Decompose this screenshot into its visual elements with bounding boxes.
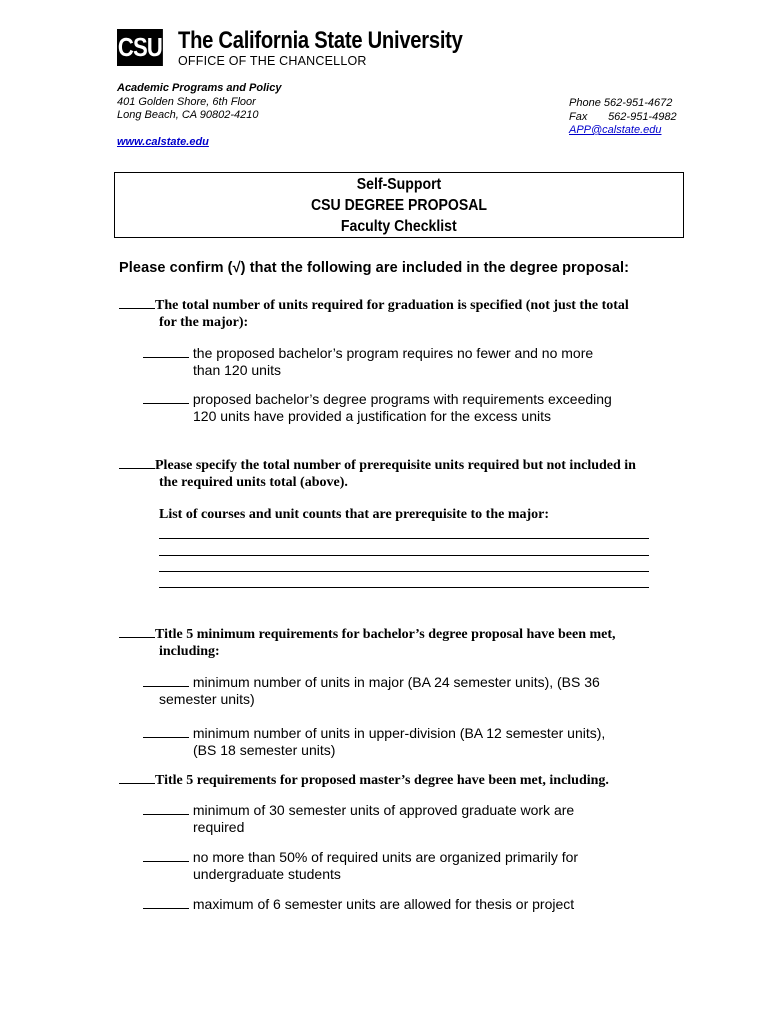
fax-label: Fax: [569, 110, 588, 123]
item-text: Title 5 minimum requirements for bachelor’s degree proposal have been met,: [155, 627, 616, 642]
subitem-units-in-major: [143, 674, 683, 708]
checkbox-blank[interactable]: [143, 357, 189, 358]
subitem-text-cont: than 120 units: [193, 362, 281, 378]
subitem-text: minimum number of units in upper-division (BA 12 semester units),: [192, 725, 606, 741]
office-name: OFFICE OF THE CHANCELLOR: [178, 54, 367, 68]
website-link[interactable]: www.calstate.edu: [117, 136, 209, 148]
checklist-title-box: [114, 172, 684, 238]
email-link[interactable]: APP@calstate.edu: [569, 124, 662, 136]
checkbox-blank[interactable]: [119, 468, 155, 469]
subitem-upper-division: [143, 725, 683, 759]
course-entry-line[interactable]: [159, 571, 649, 572]
subitem-text: the proposed bachelor’s program requires no fewer and no more: [192, 345, 594, 361]
subitem-text-cont: semester units): [159, 691, 255, 707]
item-text-cont: the required units total (above).: [159, 475, 348, 490]
csu-logo-mark: CSU: [117, 29, 163, 66]
item-prerequisite-units: [119, 457, 689, 491]
item-title5-master: [119, 772, 689, 789]
checkbox-blank[interactable]: [119, 783, 155, 784]
item-text: Please specify the total number of prerequisite units required but not included in: [155, 458, 636, 473]
address-line-1: 401 Golden Shore, 6th Floor: [117, 95, 256, 108]
item-text-cont: for the major):: [159, 315, 249, 330]
prerequisite-list-label: List of courses and unit counts that are prerequisite to the major:: [159, 507, 550, 522]
fax-number: 562-951-4982: [608, 110, 677, 123]
subitem-text: no more than 50% of required units are organized primarily for: [192, 849, 579, 865]
subitem-text-cont: (BS 18 semester units): [193, 742, 336, 758]
subitem-text-cont: required: [193, 819, 245, 835]
phone-number: 562-951-4672: [603, 97, 673, 109]
subitem-text: proposed bachelor’s degree programs with requirements exceeding: [192, 391, 612, 407]
course-entry-line[interactable]: [159, 538, 649, 539]
checkbox-blank[interactable]: [143, 686, 189, 687]
subitem-text-cont: 120 units have provided a justification for the excess units: [193, 408, 551, 424]
checkbox-blank[interactable]: [143, 403, 189, 404]
address-line-2: Long Beach, CA 90802-4210: [117, 109, 259, 121]
subitem-text-cont: undergraduate students: [193, 866, 341, 882]
checkbox-blank[interactable]: [143, 737, 189, 738]
checkbox-blank[interactable]: [119, 308, 155, 309]
title-line-1: Self-Support: [356, 175, 442, 193]
phone-label: Phone: [569, 97, 601, 109]
confirm-instruction: Please confirm (√) that the following are included in the degree proposal:: [119, 260, 630, 276]
subitem-text: minimum number of units in major (BA 24 semester units), (BS 36: [192, 674, 600, 690]
item-text: The total number of units required for graduation is specified (not just the total: [155, 298, 629, 313]
item-text-cont: including:: [159, 644, 220, 659]
course-entry-line[interactable]: [159, 555, 649, 556]
checkbox-blank[interactable]: [143, 861, 189, 862]
checkbox-blank[interactable]: [119, 637, 155, 638]
address-block: [117, 82, 281, 123]
subitem-excess-units: [143, 391, 683, 425]
phone-row: [569, 97, 677, 111]
checkbox-blank[interactable]: [143, 814, 189, 815]
subitem-120-units: [143, 345, 683, 379]
course-entry-line[interactable]: [159, 587, 649, 588]
contact-block: [569, 97, 677, 138]
subitem-30-units: [143, 802, 683, 836]
item-text: Title 5 requirements for proposed master’s degree have been met, including.: [155, 773, 609, 788]
university-name: The California State University: [178, 27, 463, 54]
item-total-units: [119, 297, 689, 331]
subitem-text: maximum of 6 semester units are allowed for thesis or project: [192, 896, 575, 912]
subitem-50-percent: [143, 849, 683, 883]
checkbox-blank[interactable]: [143, 908, 189, 909]
department-name: Academic Programs and Policy: [117, 82, 282, 94]
item-title5-bachelor: [119, 626, 689, 660]
title-line-3: Faculty Checklist: [341, 217, 457, 235]
subitem-text: minimum of 30 semester units of approved graduate work are: [192, 802, 575, 818]
subitem-thesis-units: [143, 896, 683, 913]
title-line-2: CSU DEGREE PROPOSAL: [310, 196, 488, 214]
fax-row: [569, 111, 677, 125]
